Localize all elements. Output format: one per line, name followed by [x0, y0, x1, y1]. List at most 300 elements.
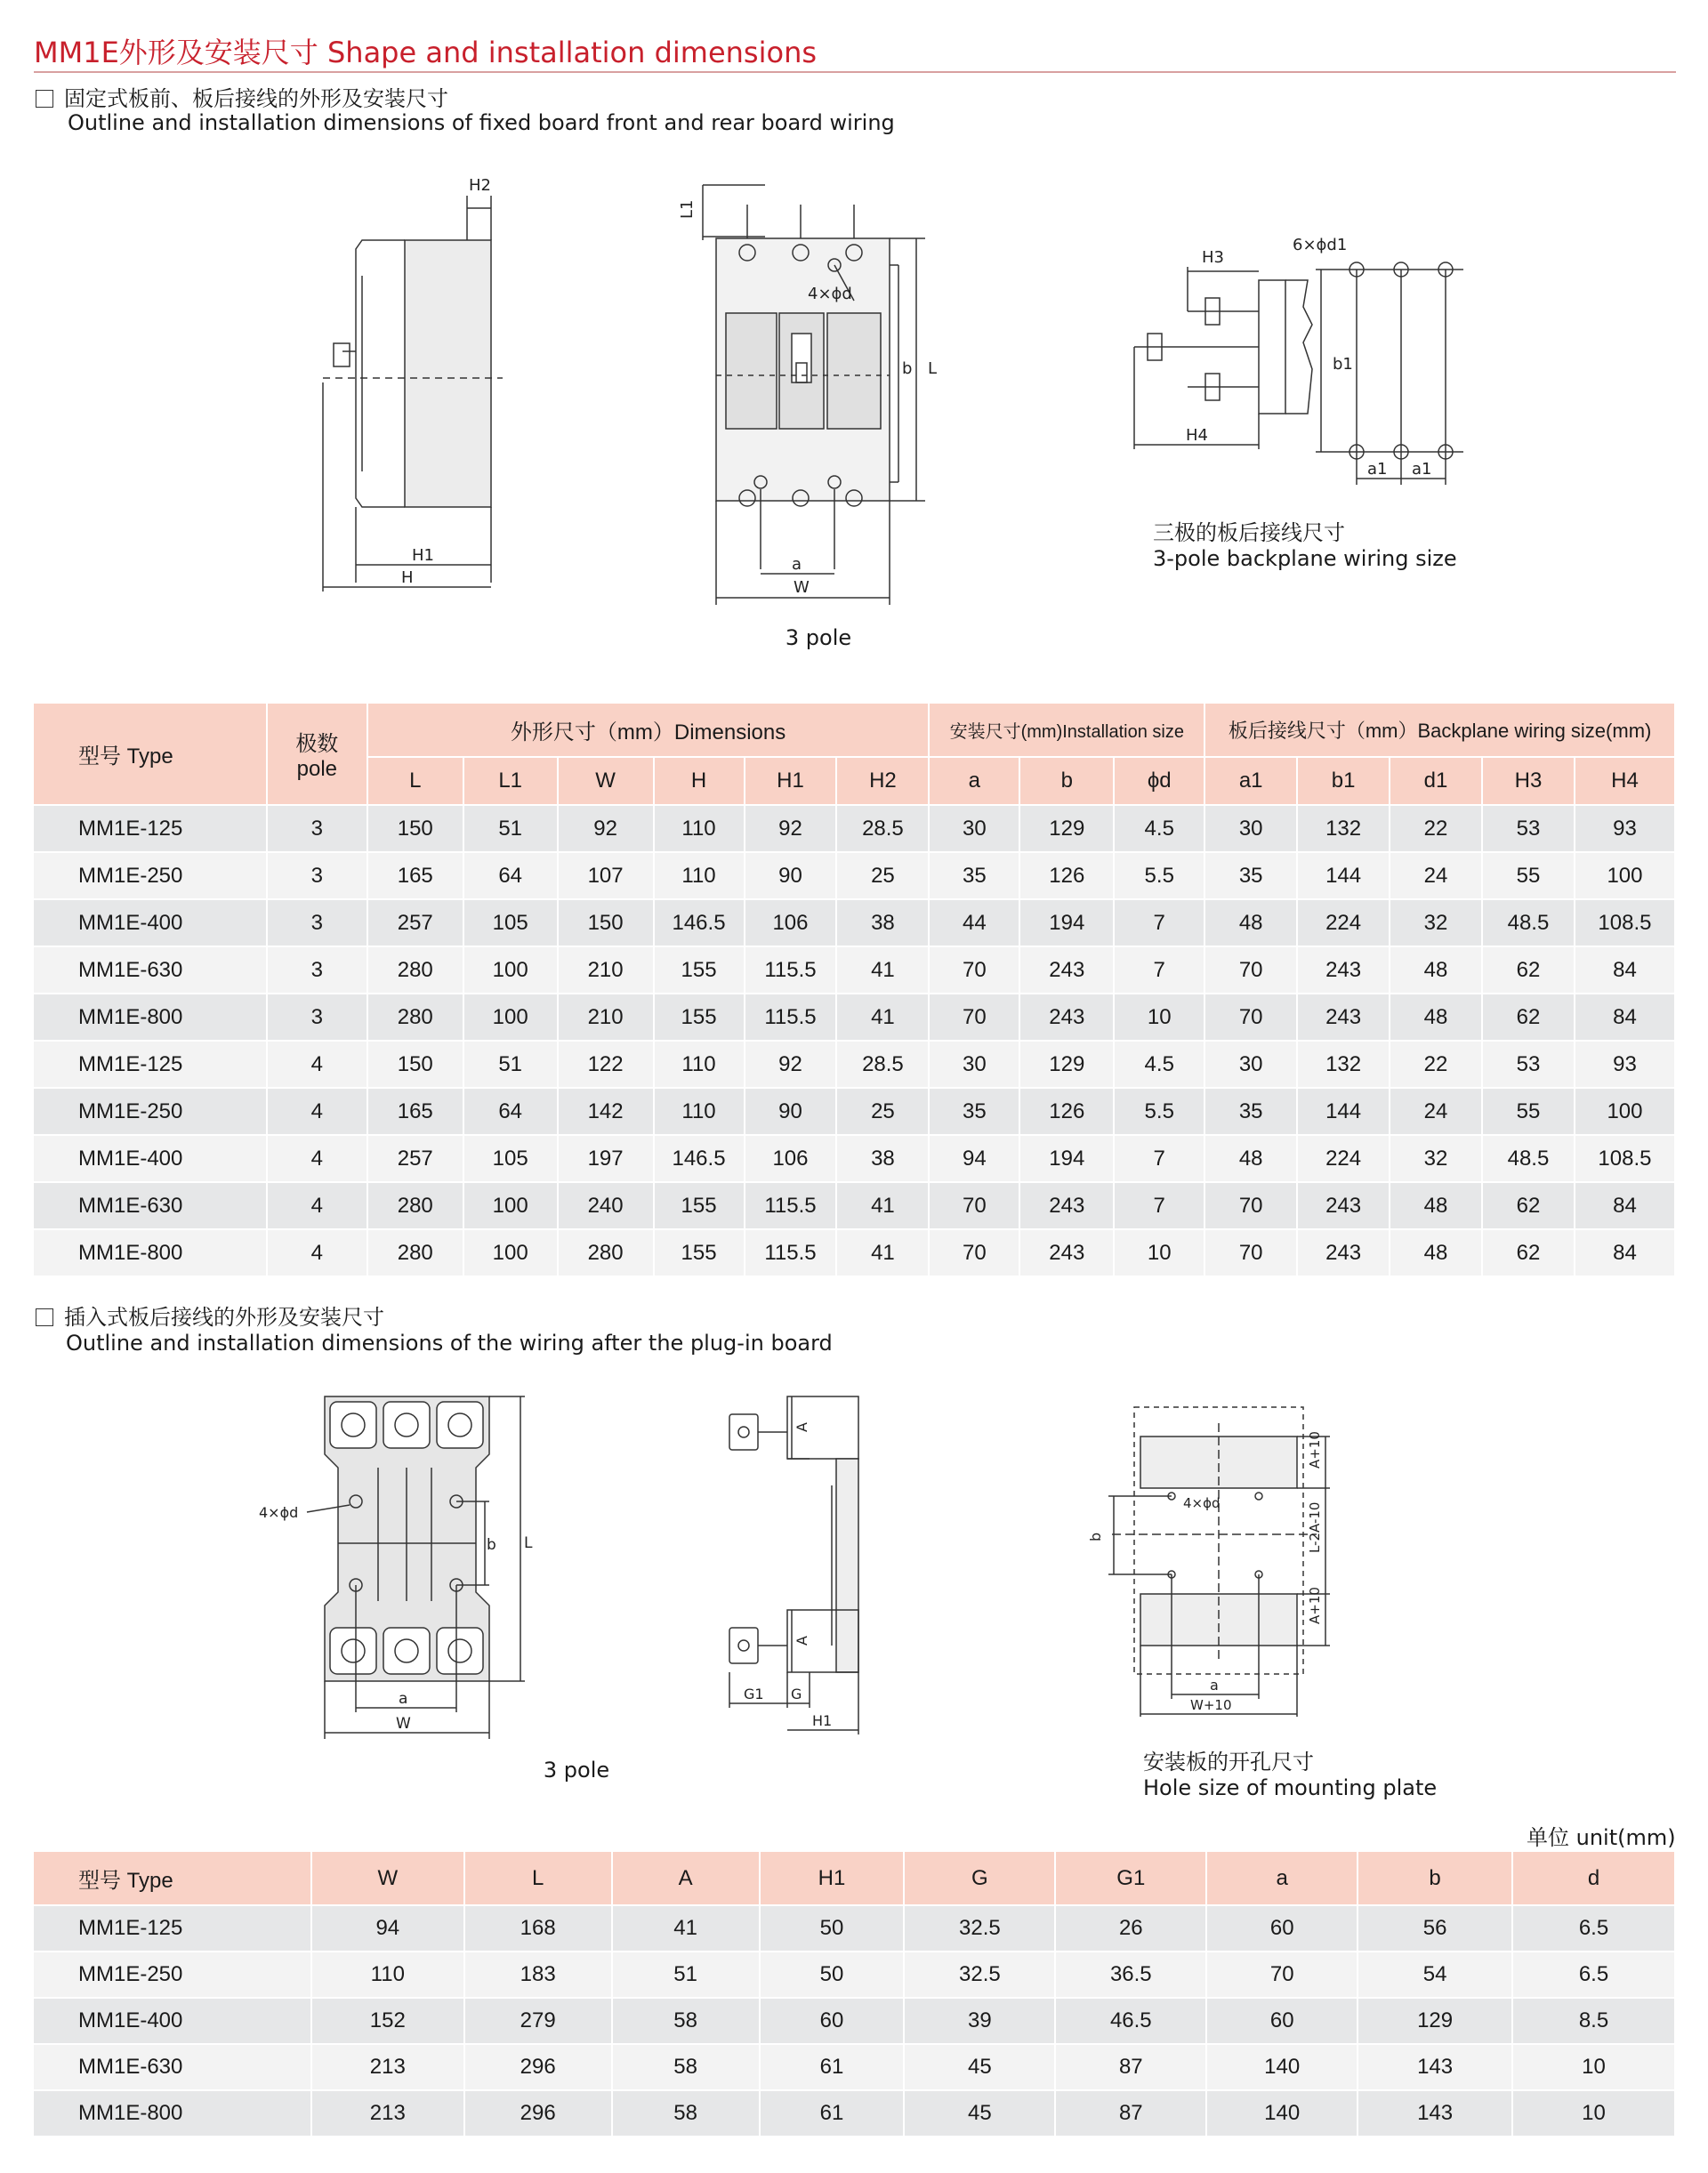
value-cell: 58 [612, 2044, 760, 2090]
t2-header: A [612, 1852, 760, 1905]
label-b1: b1 [1333, 355, 1353, 374]
value-cell: 296 [464, 2090, 612, 2137]
backplane-caption-en: 3-pole backplane wiring size [1153, 546, 1457, 571]
value-cell: 70 [1204, 1229, 1297, 1276]
value-cell: 243 [1297, 1229, 1390, 1276]
value-cell: 144 [1297, 1088, 1390, 1135]
value-cell: 106 [745, 899, 837, 946]
label-a: a [792, 555, 802, 574]
value-cell: 46.5 [1055, 1998, 1206, 2044]
t2-header: d [1512, 1852, 1675, 1905]
value-cell: 150 [558, 899, 654, 946]
value-cell: 94 [929, 1135, 1019, 1182]
t1-header-pole [267, 704, 367, 805]
value-cell: 224 [1297, 1135, 1390, 1182]
t1-subheader: H1 [745, 757, 837, 805]
section2-heading [36, 1304, 384, 1331]
model-cell: MM1E-125 [34, 1041, 267, 1088]
model-cell: MM1E-400 [34, 899, 267, 946]
label-H: H [401, 568, 414, 587]
plugin-side-drawing [712, 1388, 890, 1743]
value-cell: 22 [1390, 1041, 1482, 1088]
value-cell: 48 [1204, 1135, 1297, 1182]
unit-label: 单位 unit(mm) [1527, 1825, 1676, 1850]
section1-heading [36, 85, 448, 112]
value-cell: 4 [267, 1041, 367, 1088]
t1-subheader: ϕd [1114, 757, 1204, 805]
value-cell: 24 [1390, 852, 1482, 899]
value-cell: 48.5 [1482, 1135, 1575, 1182]
label-L1: L1 [678, 199, 697, 219]
value-cell: 110 [654, 1041, 745, 1088]
section2-heading-cn: 插入式板后接线的外形及安装尺寸 [64, 1305, 384, 1330]
t1-header-backplane: 板后接线尺寸（mm）Backplane wiring size(mm) [1204, 704, 1675, 757]
checkbox-square-icon [36, 1308, 53, 1326]
value-cell: 4 [267, 1229, 367, 1276]
value-cell: 280 [367, 1229, 463, 1276]
label-plate-L2A10: L-2A-10 [1307, 1501, 1323, 1553]
value-cell: 115.5 [745, 946, 837, 994]
value-cell: 243 [1297, 1182, 1390, 1229]
label-H2: H2 [469, 176, 491, 195]
table-row [34, 1088, 1675, 1135]
model-cell: MM1E-250 [34, 1088, 267, 1135]
t2-header: 型号 Type [34, 1852, 311, 1905]
value-cell: 50 [760, 1952, 905, 1998]
value-cell: 30 [929, 805, 1019, 852]
value-cell: 60 [1206, 1998, 1358, 2044]
value-cell: 280 [367, 1182, 463, 1229]
value-cell: 194 [1019, 899, 1114, 946]
value-cell: 243 [1019, 994, 1114, 1041]
value-cell: 243 [1297, 994, 1390, 1041]
front-view-drawing [676, 169, 961, 623]
model-cell: MM1E-800 [34, 2090, 311, 2137]
value-cell: 62 [1482, 1229, 1575, 1276]
backplane-caption-cn: 三极的板后接线尺寸 [1153, 520, 1345, 545]
value-cell: 55 [1482, 1088, 1575, 1135]
value-cell: 51 [463, 805, 558, 852]
table-row [34, 1229, 1675, 1276]
value-cell: 129 [1358, 1998, 1512, 2044]
value-cell: 146.5 [654, 899, 745, 946]
value-cell: 100 [463, 994, 558, 1041]
value-cell: 84 [1575, 1229, 1675, 1276]
table-row [34, 1135, 1675, 1182]
mounting-plate-drawing [1076, 1396, 1343, 1717]
model-cell: MM1E-125 [34, 805, 267, 852]
value-cell: 61 [760, 2090, 905, 2137]
value-cell: 210 [558, 946, 654, 994]
label-W: W [794, 578, 810, 597]
value-cell: 129 [1019, 805, 1114, 852]
value-cell: 25 [836, 852, 929, 899]
table-row [34, 2044, 1675, 2090]
t1-subheader: a1 [1204, 757, 1297, 805]
value-cell: 100 [1575, 852, 1675, 899]
front-view-caption: 3 pole [785, 625, 852, 650]
value-cell: 3 [267, 946, 367, 994]
value-cell: 165 [367, 852, 463, 899]
plate-caption-cn: 安装板的开孔尺寸 [1143, 1750, 1314, 1775]
model-cell: MM1E-630 [34, 1182, 267, 1229]
t2-header: G [904, 1852, 1055, 1905]
value-cell: 30 [1204, 1041, 1297, 1088]
value-cell: 84 [1575, 1182, 1675, 1229]
value-cell: 92 [745, 805, 837, 852]
value-cell: 155 [654, 1182, 745, 1229]
label-side-G1: G1 [744, 1686, 764, 1702]
value-cell: 100 [463, 1182, 558, 1229]
value-cell: 213 [311, 2090, 464, 2137]
value-cell: 6.5 [1512, 1905, 1675, 1952]
value-cell: 93 [1575, 805, 1675, 852]
value-cell: 45 [904, 2090, 1055, 2137]
value-cell: 110 [654, 852, 745, 899]
value-cell: 165 [367, 1088, 463, 1135]
value-cell: 41 [612, 1905, 760, 1952]
model-cell: MM1E-630 [34, 2044, 311, 2090]
label-plugin-L: L [524, 1534, 533, 1552]
value-cell: 155 [654, 994, 745, 1041]
dimension-table-1 [34, 704, 1676, 1277]
checkbox-square-icon [36, 90, 53, 108]
value-cell: 150 [367, 1041, 463, 1088]
t2-header: a [1206, 1852, 1358, 1905]
value-cell: 142 [558, 1088, 654, 1135]
page-title: MM1E外形及安装尺寸 Shape and installation dimensions [34, 36, 818, 69]
label-plugin-b: b [487, 1536, 496, 1554]
value-cell: 100 [1575, 1088, 1675, 1135]
value-cell: 213 [311, 2044, 464, 2090]
value-cell: 126 [1019, 1088, 1114, 1135]
value-cell: 279 [464, 1998, 612, 2044]
value-cell: 32.5 [904, 1905, 1055, 1952]
value-cell: 35 [1204, 852, 1297, 899]
value-cell: 5.5 [1114, 852, 1204, 899]
value-cell: 110 [311, 1952, 464, 1998]
value-cell: 58 [612, 1998, 760, 2044]
label-side-A-top: A [794, 1422, 810, 1432]
value-cell: 92 [558, 805, 654, 852]
value-cell: 168 [464, 1905, 612, 1952]
value-cell: 155 [654, 1229, 745, 1276]
value-cell: 257 [367, 1135, 463, 1182]
value-cell: 60 [760, 1998, 905, 2044]
model-cell: MM1E-125 [34, 1905, 311, 1952]
value-cell: 48 [1204, 899, 1297, 946]
value-cell: 243 [1019, 946, 1114, 994]
value-cell: 224 [1297, 899, 1390, 946]
label-side-G: G [791, 1686, 802, 1702]
value-cell: 108.5 [1575, 1135, 1675, 1182]
value-cell: 64 [463, 852, 558, 899]
value-cell: 100 [463, 1229, 558, 1276]
value-cell: 90 [745, 1088, 837, 1135]
value-cell: 45 [904, 2044, 1055, 2090]
backplane-drawing [1125, 227, 1499, 494]
value-cell: 122 [558, 1041, 654, 1088]
t1-subheader: H4 [1575, 757, 1675, 805]
value-cell: 10 [1512, 2044, 1675, 2090]
value-cell: 35 [929, 852, 1019, 899]
model-cell: MM1E-250 [34, 852, 267, 899]
value-cell: 105 [463, 899, 558, 946]
value-cell: 7 [1114, 946, 1204, 994]
table-row [34, 1041, 1675, 1088]
plugin-front-drawing [254, 1388, 538, 1743]
value-cell: 61 [760, 2044, 905, 2090]
value-cell: 56 [1358, 1905, 1512, 1952]
value-cell: 243 [1297, 946, 1390, 994]
value-cell: 70 [929, 946, 1019, 994]
value-cell: 210 [558, 994, 654, 1041]
label-a1-left: a1 [1367, 460, 1388, 479]
value-cell: 155 [654, 946, 745, 994]
t2-header: H1 [760, 1852, 905, 1905]
value-cell: 87 [1055, 2044, 1206, 2090]
label-a1-right: a1 [1412, 460, 1432, 479]
label-b: b [902, 359, 913, 378]
t1-subheader: b [1019, 757, 1114, 805]
t1-header-pole-cn: 极数 [295, 732, 339, 756]
label-plugin-W: W [396, 1715, 411, 1733]
t1-subheader: d1 [1390, 757, 1482, 805]
title-divider [34, 71, 1676, 73]
label-H4: H4 [1186, 426, 1208, 445]
value-cell: 32 [1390, 899, 1482, 946]
t1-subheader: H2 [836, 757, 929, 805]
value-cell: 108.5 [1575, 899, 1675, 946]
label-plate-a: a [1210, 1677, 1219, 1694]
value-cell: 6.5 [1512, 1952, 1675, 1998]
value-cell: 53 [1482, 1041, 1575, 1088]
value-cell: 48 [1390, 994, 1482, 1041]
value-cell: 90 [745, 852, 837, 899]
table-row [34, 805, 1675, 852]
model-cell: MM1E-400 [34, 1135, 267, 1182]
value-cell: 110 [654, 805, 745, 852]
section1-heading-cn: 固定式板前、板后接线的外形及安装尺寸 [64, 86, 448, 111]
value-cell: 93 [1575, 1041, 1675, 1088]
label-plate-hole: 4×ϕd [1183, 1495, 1221, 1511]
t1-subheader: H3 [1482, 757, 1575, 805]
label-plate-A10-bottom: A+10 [1307, 1587, 1323, 1624]
value-cell: 48 [1390, 1229, 1482, 1276]
side-view-drawing [316, 169, 512, 605]
value-cell: 53 [1482, 805, 1575, 852]
value-cell: 243 [1019, 1182, 1114, 1229]
section1-heading-en: Outline and installation dimensions of fixed board front and rear board wiring [68, 110, 895, 135]
value-cell: 35 [1204, 1088, 1297, 1135]
value-cell: 62 [1482, 946, 1575, 994]
model-cell: MM1E-800 [34, 1229, 267, 1276]
value-cell: 4 [267, 1182, 367, 1229]
value-cell: 105 [463, 1135, 558, 1182]
t1-subheader: a [929, 757, 1019, 805]
label-H1: H1 [412, 546, 434, 565]
value-cell: 110 [654, 1088, 745, 1135]
t1-subheader: L [367, 757, 463, 805]
value-cell: 126 [1019, 852, 1114, 899]
value-cell: 143 [1358, 2090, 1512, 2137]
value-cell: 84 [1575, 994, 1675, 1041]
value-cell: 41 [836, 1229, 929, 1276]
label-plate-W10: W+10 [1190, 1697, 1232, 1713]
value-cell: 132 [1297, 1041, 1390, 1088]
value-cell: 58 [612, 2090, 760, 2137]
value-cell: 48 [1390, 946, 1482, 994]
value-cell: 54 [1358, 1952, 1512, 1998]
value-cell: 70 [929, 1229, 1019, 1276]
value-cell: 35 [929, 1088, 1019, 1135]
value-cell: 3 [267, 994, 367, 1041]
value-cell: 39 [904, 1998, 1055, 2044]
value-cell: 38 [836, 1135, 929, 1182]
value-cell: 7 [1114, 1182, 1204, 1229]
t1-header-installation: 安装尺寸(mm)Installation size [929, 704, 1204, 757]
value-cell: 5.5 [1114, 1088, 1204, 1135]
value-cell: 257 [367, 899, 463, 946]
value-cell: 4 [267, 1088, 367, 1135]
t1-subheader: H [654, 757, 745, 805]
value-cell: 240 [558, 1182, 654, 1229]
t1-header-dimensions: 外形尺寸（mm）Dimensions [367, 704, 930, 757]
value-cell: 30 [1204, 805, 1297, 852]
section2-heading-en: Outline and installation dimensions of the wiring after the plug-in board [66, 1331, 833, 1356]
label-H3: H3 [1202, 248, 1224, 267]
value-cell: 32 [1390, 1135, 1482, 1182]
value-cell: 100 [463, 946, 558, 994]
t2-header: W [311, 1852, 464, 1905]
label-hole-4phid: 4×ϕd [808, 285, 852, 303]
value-cell: 41 [836, 994, 929, 1041]
value-cell: 115.5 [745, 994, 837, 1041]
value-cell: 28.5 [836, 805, 929, 852]
value-cell: 106 [745, 1135, 837, 1182]
value-cell: 3 [267, 852, 367, 899]
value-cell: 30 [929, 1041, 1019, 1088]
value-cell: 129 [1019, 1041, 1114, 1088]
value-cell: 62 [1482, 1182, 1575, 1229]
table-row [34, 852, 1675, 899]
value-cell: 48.5 [1482, 899, 1575, 946]
label-hole-6phid1: 6×ϕd1 [1293, 236, 1348, 254]
plate-caption-en: Hole size of mounting plate [1143, 1775, 1438, 1800]
value-cell: 25 [836, 1088, 929, 1135]
table-row [34, 1182, 1675, 1229]
value-cell: 8.5 [1512, 1998, 1675, 2044]
value-cell: 115.5 [745, 1182, 837, 1229]
value-cell: 70 [1204, 994, 1297, 1041]
value-cell: 10 [1114, 994, 1204, 1041]
value-cell: 87 [1055, 2090, 1206, 2137]
label-plugin-hole: 4×ϕd [259, 1504, 299, 1521]
value-cell: 10 [1114, 1229, 1204, 1276]
value-cell: 4 [267, 1135, 367, 1182]
value-cell: 55 [1482, 852, 1575, 899]
value-cell: 50 [760, 1905, 905, 1952]
label-L: L [928, 359, 938, 378]
value-cell: 28.5 [836, 1041, 929, 1088]
value-cell: 70 [1204, 946, 1297, 994]
value-cell: 22 [1390, 805, 1482, 852]
value-cell: 280 [558, 1229, 654, 1276]
label-plugin-a: a [399, 1690, 408, 1708]
table-row [34, 2090, 1675, 2137]
value-cell: 280 [367, 946, 463, 994]
dimension-table-2 [34, 1852, 1676, 2137]
value-cell: 51 [463, 1041, 558, 1088]
model-cell: MM1E-630 [34, 946, 267, 994]
value-cell: 4.5 [1114, 805, 1204, 852]
value-cell: 32.5 [904, 1952, 1055, 1998]
value-cell: 26 [1055, 1905, 1206, 1952]
value-cell: 107 [558, 852, 654, 899]
value-cell: 7 [1114, 1135, 1204, 1182]
value-cell: 7 [1114, 899, 1204, 946]
value-cell: 3 [267, 899, 367, 946]
value-cell: 183 [464, 1952, 612, 1998]
value-cell: 10 [1512, 2090, 1675, 2137]
t1-subheader: L1 [463, 757, 558, 805]
t1-subheader: W [558, 757, 654, 805]
t1-subheader: b1 [1297, 757, 1390, 805]
value-cell: 115.5 [745, 1229, 837, 1276]
label-side-A-bottom: A [794, 1636, 810, 1646]
value-cell: 38 [836, 899, 929, 946]
model-cell: MM1E-250 [34, 1952, 311, 1998]
table-row [34, 1952, 1675, 1998]
model-cell: MM1E-800 [34, 994, 267, 1041]
value-cell: 140 [1206, 2090, 1358, 2137]
label-plate-A10-top: A+10 [1307, 1431, 1323, 1469]
table-row [34, 946, 1675, 994]
value-cell: 62 [1482, 994, 1575, 1041]
value-cell: 144 [1297, 852, 1390, 899]
value-cell: 94 [311, 1905, 464, 1952]
value-cell: 152 [311, 1998, 464, 2044]
table-row [34, 994, 1675, 1041]
label-side-H1: H1 [812, 1712, 833, 1729]
value-cell: 41 [836, 946, 929, 994]
t2-header: L [464, 1852, 612, 1905]
value-cell: 48 [1390, 1182, 1482, 1229]
table-row [34, 899, 1675, 946]
t1-header-model: 型号 Type [34, 704, 267, 805]
table-row [34, 1998, 1675, 2044]
value-cell: 296 [464, 2044, 612, 2090]
t2-header: b [1358, 1852, 1512, 1905]
t1-header-pole-en: pole [296, 757, 337, 781]
value-cell: 84 [1575, 946, 1675, 994]
value-cell: 140 [1206, 2044, 1358, 2090]
value-cell: 51 [612, 1952, 760, 1998]
value-cell: 92 [745, 1041, 837, 1088]
value-cell: 4.5 [1114, 1041, 1204, 1088]
plugin-front-caption: 3 pole [543, 1758, 610, 1783]
value-cell: 70 [929, 994, 1019, 1041]
value-cell: 60 [1206, 1905, 1358, 1952]
value-cell: 146.5 [654, 1135, 745, 1182]
value-cell: 3 [267, 805, 367, 852]
value-cell: 197 [558, 1135, 654, 1182]
value-cell: 132 [1297, 805, 1390, 852]
value-cell: 143 [1358, 2044, 1512, 2090]
model-cell: MM1E-400 [34, 1998, 311, 2044]
label-plate-b: b [1087, 1532, 1104, 1541]
table-row [34, 1905, 1675, 1952]
